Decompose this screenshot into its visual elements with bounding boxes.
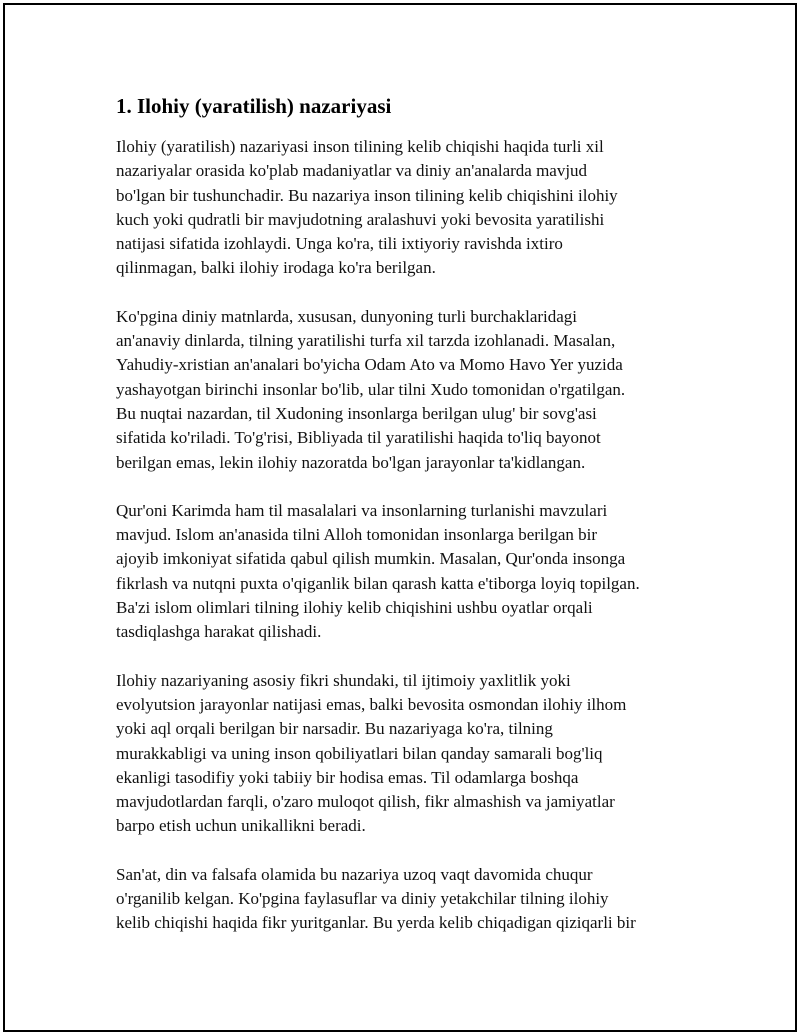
text-line: kelib chiqishi haqida fikr yuritganlar. Bu yerda kelib chiqadigan qiziqarli bir — [116, 913, 636, 933]
text-line: sifatida ko'riladi. To'g'risi, Bibliyada til yaratilishi haqida to'liq bayonot — [116, 428, 601, 448]
paragraph-5 — [116, 863, 756, 936]
text-line: San'at, din va falsafa olamida bu nazariya uzoq vaqt davomida chuqur — [116, 864, 593, 884]
text-line: natijasi sifatida izohlaydi. Unga ko'ra, tili ixtiyoriy ravishda ixtiro — [116, 234, 563, 254]
text-line: barpo etish uchun unikallikni beradi. — [116, 816, 366, 836]
text-line: bo'lgan bir tushunchadir. Bu nazariya inson tilining kelib chiqishini ilohiy — [116, 185, 618, 205]
text-line: fikrlash va nutqni puxta o'qiganlik bilan qarash katta e'tiborga loyiq topilgan. — [116, 573, 640, 593]
paragraph-4 — [116, 669, 756, 839]
text-line: ekanligi tasodifiy yoki tabiiy bir hodisa emas. Til odamlarga boshqa — [116, 767, 579, 787]
text-line: yashayotgan birinchi insonlar bo'lib, ular tilni Xudo tomonidan o'rgatilgan. — [116, 379, 626, 399]
text-line: Yahudiy-xristian an'analari bo'yicha Odam Ato va Momo Havo Yer yuzida — [116, 355, 623, 375]
text-line: Bu nuqtai nazardan, til Xudoning insonlarga berilgan ulug' bir sovg'asi — [116, 403, 597, 423]
paragraph-3 — [116, 499, 756, 645]
text-line: Ilohiy (yaratilish) nazariyasi inson tilining kelib chiqishi haqida turli xil — [116, 137, 604, 156]
section-heading: 1. Ilohiy (yaratilish) nazariyasi — [116, 94, 392, 118]
text-line: o'rganilib kelgan. Ko'pgina faylasuflar va diniy yetakchilar tilning ilohiy — [116, 889, 609, 909]
text-line: tasdiqlashga harakat qilishadi. — [116, 622, 322, 642]
text-line: an'anaviy dinlarda, tilning yaratilishi turfa xil tarzda izohlanadi. Masalan, — [116, 331, 616, 351]
text-line: Ko'pgina diniy matnlarda, xususan, dunyoning turli burchaklaridagi — [116, 306, 578, 326]
paragraph-1 — [116, 135, 756, 281]
text-line: Qur'oni Karimda ham til masalalari va insonlarning turlanishi mavzulari — [116, 500, 608, 520]
text-line: ajoyib imkoniyat sifatida qabul qilish mumkin. Masalan, Qur'onda insonga — [116, 549, 626, 569]
text-line: kuch yoki qudratli bir mavjudotning aralashuvi yoki bevosita yaratilishi — [116, 209, 605, 229]
text-line: yoki aql orqali berilgan bir narsadir. Bu nazariyaga ko'ra, tilning — [116, 719, 553, 739]
text-line: Ba'zi islom olimlari tilning ilohiy kelib chiqishini ushbu oyatlar orqali — [116, 598, 593, 618]
text-line: mavjudotlardan farqli, o'zaro muloqot qilish, fikr almashish va jamiyatlar — [116, 792, 615, 812]
text-line: evolyutsion jarayonlar natijasi emas, balki bevosita osmondan ilohiy ilhom — [116, 694, 627, 714]
text-line: Ilohiy nazariyaning asosiy fikri shundaki, til ijtimoiy yaxlitlik yoki — [116, 670, 571, 690]
text-line: qilinmagan, balki ilohiy irodaga ko'ra berilgan. — [116, 258, 436, 278]
text-line: berilgan emas, lekin ilohiy nazoratda bo'lgan jarayonlar ta'kidlangan. — [116, 452, 586, 472]
text-line: murakkabligi va uning inson qobiliyatlari bilan qanday samarali bog'liq — [116, 743, 603, 763]
body-text — [116, 135, 756, 960]
text-line: mavjud. Islom an'anasida tilni Alloh tomonidan insonlarga berilgan bir — [116, 525, 598, 545]
text-line: nazariyalar orasida ko'plab madaniyatlar va diniy an'analarda mavjud — [116, 161, 588, 181]
paragraph-2 — [116, 305, 756, 475]
